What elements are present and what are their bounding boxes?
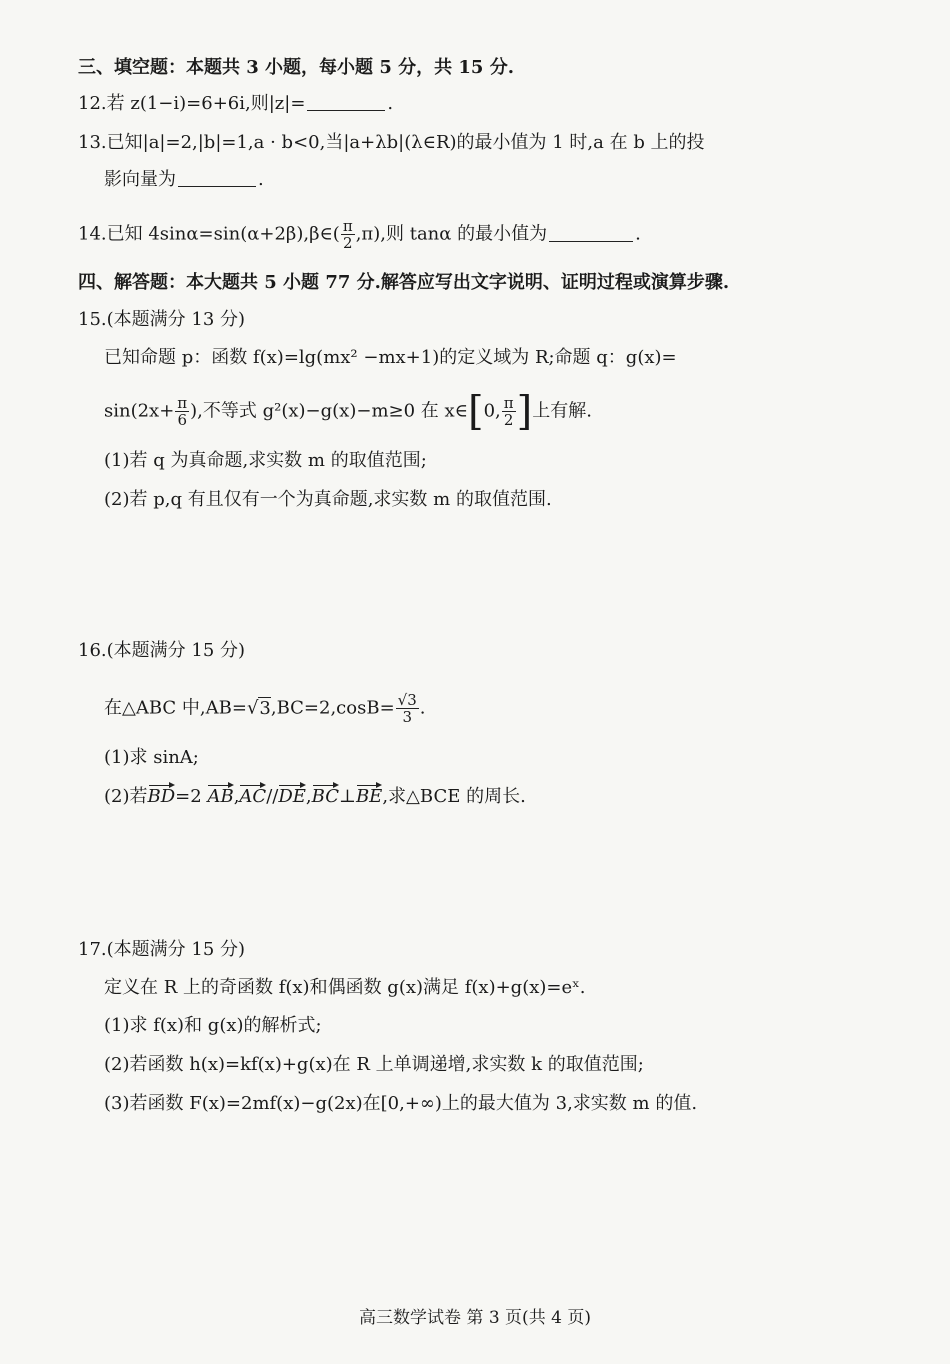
vector-ac: AC xyxy=(239,784,266,810)
right-bracket: ] xyxy=(516,388,533,435)
question-16-line1-a: 在△ABC 中,AB= xyxy=(104,697,247,719)
fraction-numerator: π xyxy=(503,394,514,412)
question-13-line1: 13.已知|a|=2,|b|=1,a · b<0,当|a+λb|(λ∈R)的最小值为 1 时,a 在 b 上的投 xyxy=(78,132,705,153)
question-17-part3: (3)若函数 F(x)=2mf(x)−g(2x)在[0,+∞)上的最大值为 3,求实数 m 的值. xyxy=(104,1093,698,1114)
section-fill-in-header: 三、填空题：本题共 3 小题，每小题 5 分，共 15 分. xyxy=(78,57,514,78)
question-15-fraction xyxy=(175,395,189,428)
fraction-denominator: 2 xyxy=(342,234,353,252)
question-15-part2: (2)若 p,q 有且仅有一个为真命题,求实数 m 的取值范围. xyxy=(104,489,552,510)
question-15-line2-b: ),不等式 g²(x)−g(x)−m≥0 在 x∈ xyxy=(190,400,468,422)
section-answer-header: 四、解答题：本大题共 5 小题 77 分.解答应写出文字说明、证明过程或演算步骤. xyxy=(78,272,730,293)
sqrt-radicand: 3 xyxy=(259,697,271,719)
question-15-line2-a: sin(2x+ xyxy=(104,400,175,422)
question-14-fraction xyxy=(341,218,355,251)
vector-be: BE xyxy=(356,784,382,810)
question-17-part1: (1)求 f(x)和 g(x)的解析式; xyxy=(104,1015,322,1036)
question-16-line1: 在△ABC 中,AB=√3,BC=2,cosB= $\frac{√3}{3}$ . xyxy=(104,691,426,726)
interval-fraction xyxy=(502,395,516,428)
question-16-title: 16.(本题满分 15 分) xyxy=(78,640,246,661)
page-footer: 高三数学试卷 第 3 页(共 4 页) xyxy=(359,1308,591,1328)
fraction-numerator: √3 xyxy=(397,691,417,709)
question-17-line1: 定义在 R 上的奇函数 f(x)和偶函数 g(x)满足 f(x)+g(x)=eˣ. xyxy=(104,977,586,998)
fraction-denominator: 6 xyxy=(177,411,187,429)
vector-ab: AB xyxy=(207,784,233,810)
question-17-title: 17.(本题满分 15 分) xyxy=(78,939,246,960)
question-16-part2-suffix: ,求△BCE 的周长. xyxy=(382,786,526,807)
question-16-line1-b: ,BC=2,cosB= xyxy=(270,697,395,719)
left-bracket: [ xyxy=(467,388,484,435)
answer-blank-14 xyxy=(549,223,633,242)
vector-bd: BD xyxy=(148,784,176,810)
question-16-fraction xyxy=(396,692,419,725)
question-15-line1: 已知命题 p：函数 f(x)=lg(mx² −mx+1)的定义域为 R;命题 q：g(x)= xyxy=(104,347,677,368)
question-12: 12.若 z(1−i)=6+6i,则|z|= . xyxy=(78,93,394,114)
question-12-text: 12.若 z(1−i)=6+6i,则|z|= xyxy=(78,93,306,114)
question-15-line2-c: 上有解. xyxy=(532,400,592,422)
parallel-symbol: // xyxy=(266,786,279,807)
question-15-line2 xyxy=(104,388,592,435)
fraction-numerator: π xyxy=(177,394,188,412)
question-14-suffix: ,π),则 tanα 的最小值为 xyxy=(355,223,548,245)
equals-two: =2 xyxy=(175,786,202,807)
question-14: 14.已知 4sinα=sin(α+2β),β∈( $\frac{\pi}{2}$ ,π),则 tanα 的最小值为 . xyxy=(78,217,641,252)
vector-bc: BC xyxy=(312,784,339,810)
question-17-part2: (2)若函数 h(x)=kf(x)+g(x)在 R 上单调递增,求实数 k 的取值范围; xyxy=(104,1054,644,1075)
vector-de: DE xyxy=(278,784,306,810)
question-16-part1: (1)求 sinA; xyxy=(104,747,199,768)
question-14-prefix: 14.已知 4sinα=sin(α+2β),β∈( xyxy=(78,223,340,245)
perpendicular-symbol: ⊥ xyxy=(339,786,356,807)
question-15-title: 15.(本题满分 13 分) xyxy=(78,309,246,330)
answer-blank-12 xyxy=(307,92,385,111)
question-16-part2: (2)若BD=2 AB,AC//DE,BC⊥BE,求△BCE 的周长. xyxy=(104,784,526,810)
question-13-line2: 影向量为 . xyxy=(104,169,264,190)
interval-start: 0, xyxy=(483,400,501,422)
fraction-denominator: 3 xyxy=(402,708,412,726)
question-16-part2-prefix: (2)若 xyxy=(104,786,148,807)
question-13-line2-text: 影向量为 xyxy=(104,169,176,190)
fraction-denominator: 2 xyxy=(503,411,514,429)
fraction-numerator: π xyxy=(342,217,353,235)
answer-blank-13 xyxy=(178,168,256,187)
question-15-part1: (1)若 q 为真命题,求实数 m 的取值范围; xyxy=(104,450,427,471)
